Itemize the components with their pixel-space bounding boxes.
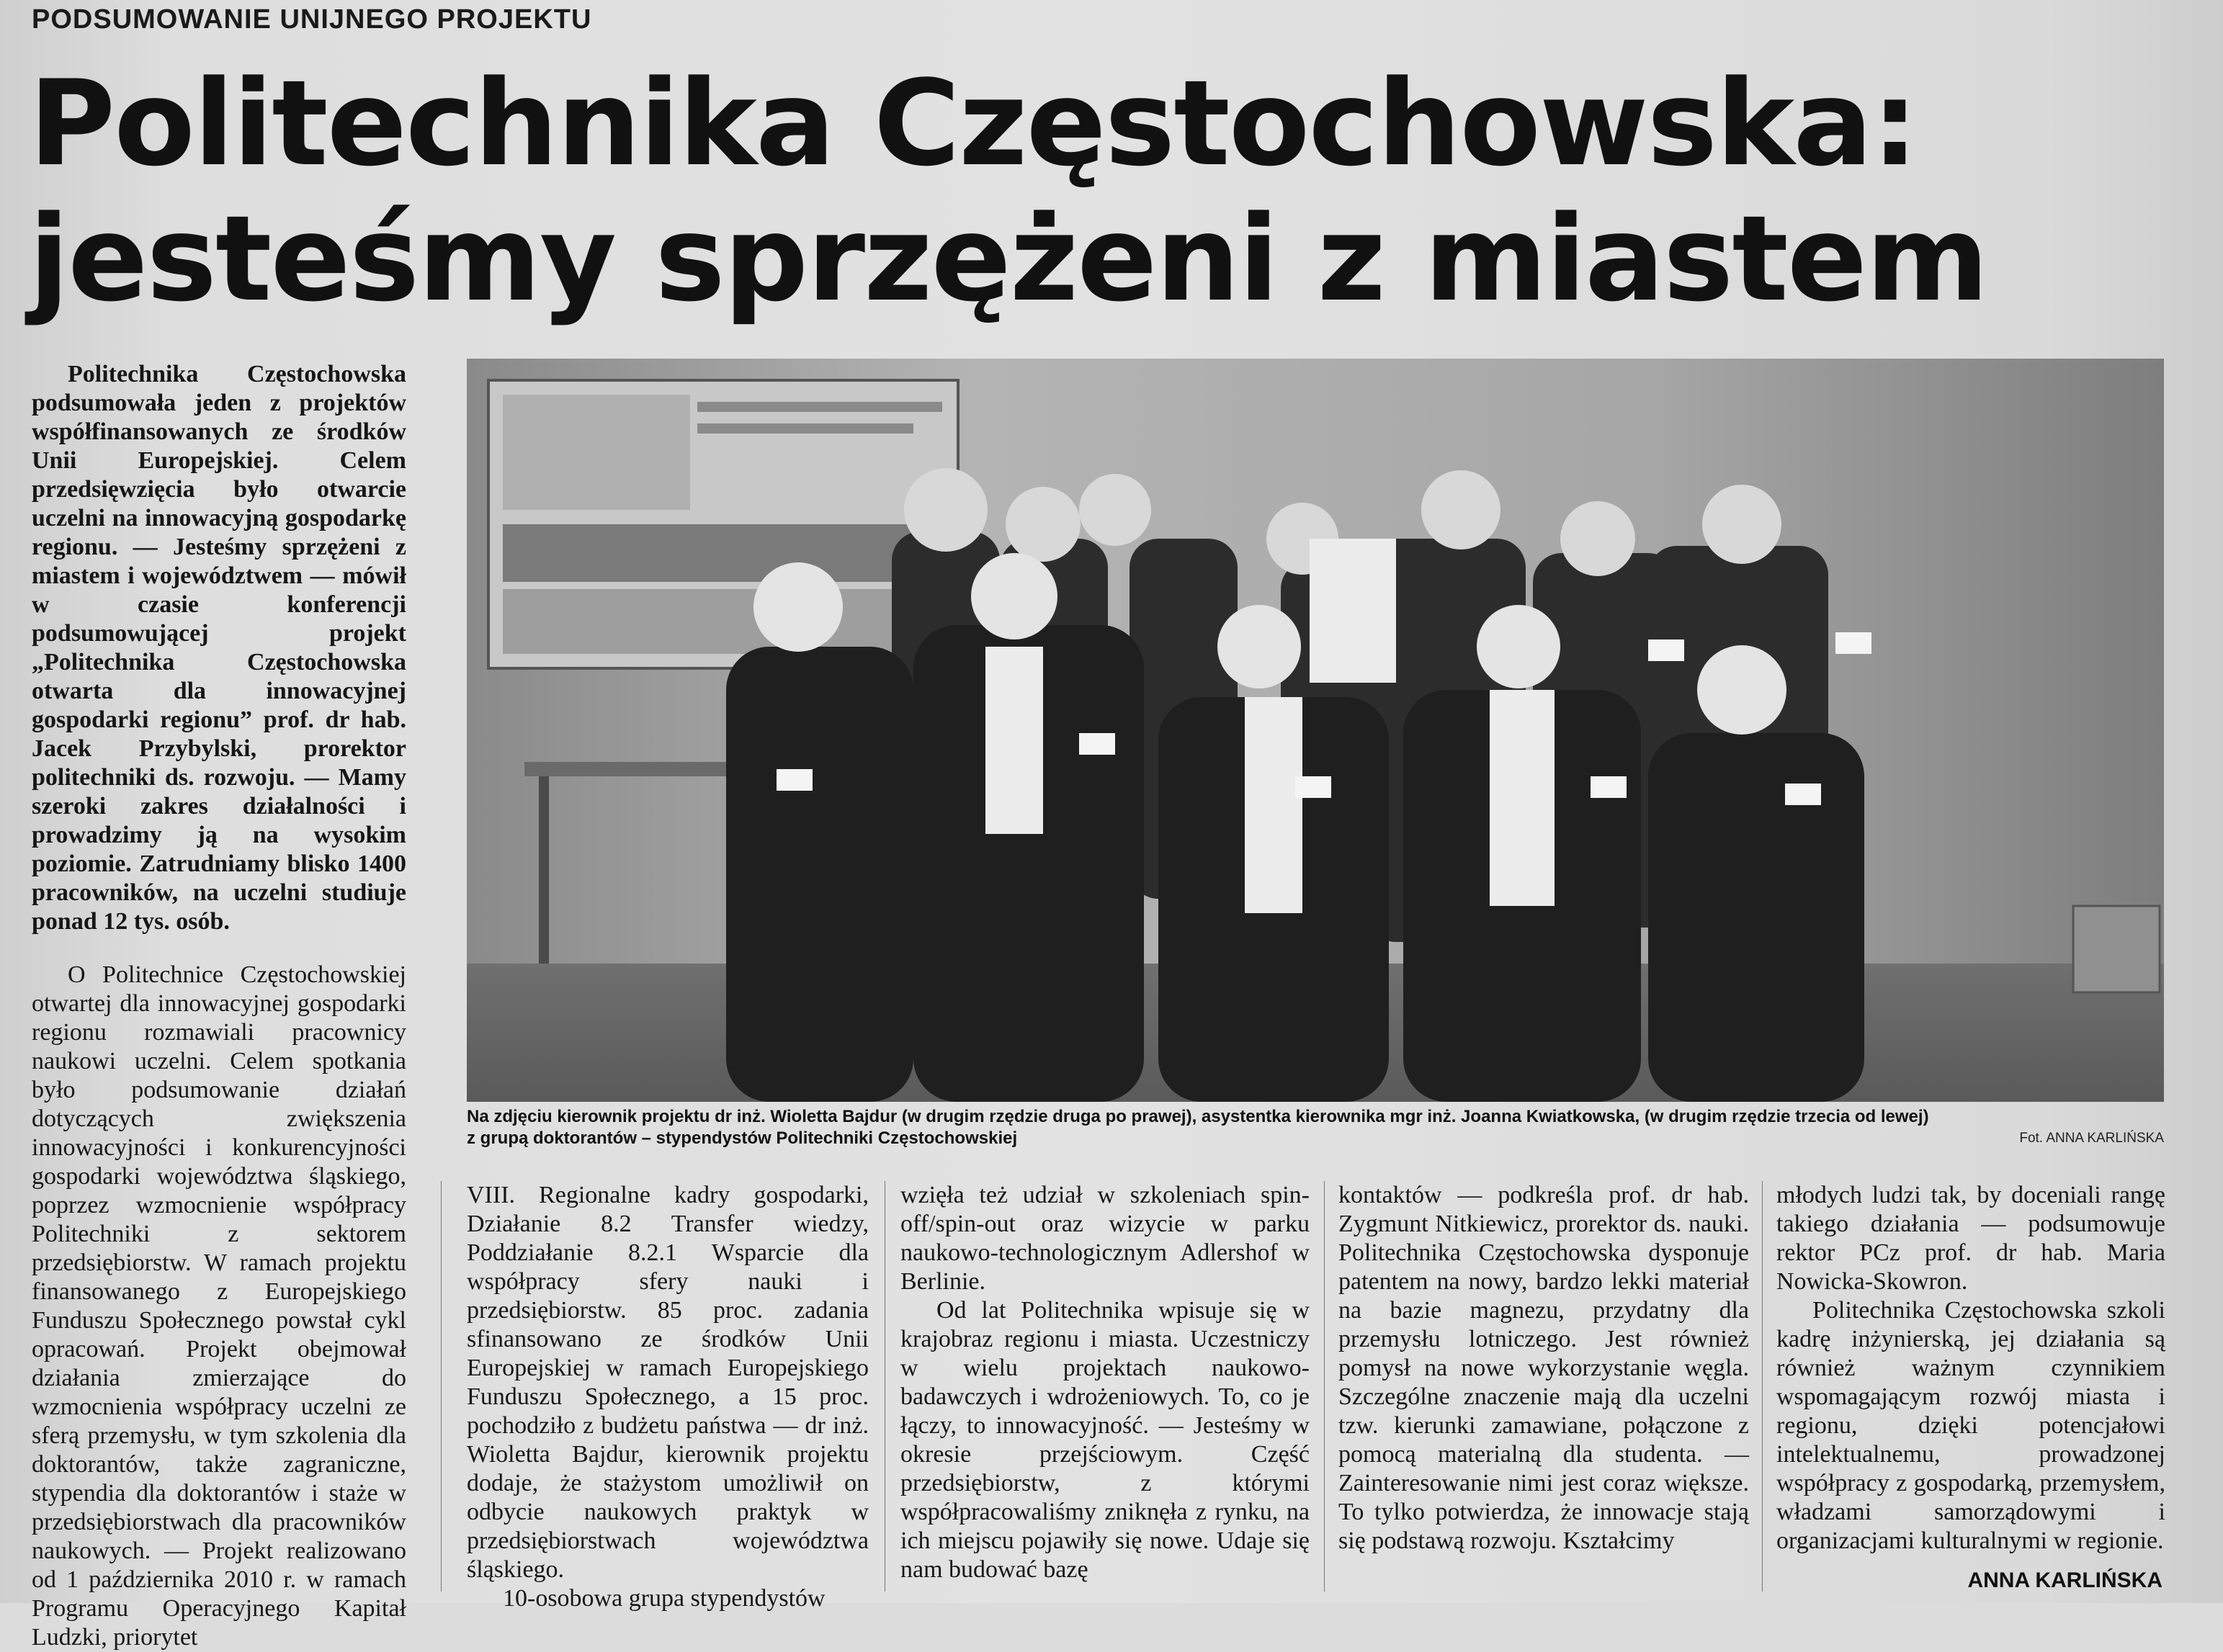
photo-caption-line-2: z grupą doktorantów – stypendystów Politechniki Częstochowskiej	[467, 1128, 1018, 1148]
headline-line-2: jesteśmy sprzężeni z miastem	[29, 190, 1987, 328]
headline-line-1: Politechnika Częstochowska:	[29, 55, 1918, 192]
column-rule	[1762, 1181, 1763, 1592]
photo-caption-line-1: Na zdjęciu kierownik projektu dr inż. Wioletta Bajdur (w drugim rzędzie druga po prawej), asystentka kierownika mgr inż. Joanna Kwiatkowska, (w drugim rzędzie trzecia od lewej)	[467, 1107, 1929, 1126]
column-rule	[441, 1181, 442, 1592]
column-3	[900, 1181, 1310, 1599]
column-1-body: O Politechnice Częstochowskiej otwartej dla innowacyjnej gospodarki regionu rozmawiali pracownicy naukowi uczelni. Celem spotkania było podsumowanie działań dotyczących zwiększenia innowacyjności i konkurencyjności gospodarki województwa śląskiego, poprzez wzmocnienie współpracy Politechniki z sektorem przedsiębiorstw. W ramach projektu finansowanego z Europejskiego Funduszu Społecznego powstał cykl opracowań. Projekt obejmował działania zmierzające do wzmocnienia współpracy uczelni ze sferą przemysłu, w tym szkolenia dla doktorantów, także zagraniczne, stypendia dla doktorantów i staże w przedsiębiorstwach dla pracowników naukowych. — Projekt realizowano od 1 października 2010 r. w ramach Programu Operacyjnego Kapitał Ludzki, priorytet	[32, 961, 406, 1651]
column-5	[1776, 1181, 2165, 1563]
article-author: ANNA KARLIŃSKA	[1967, 1568, 2162, 1592]
column-5-body: młodych ludzi tak, by doceniali rangę takiego działania — podsumowuje rektor PCz prof. dr hab. Maria Nowicka-Skowron.	[1776, 1182, 2165, 1295]
column-2-body-2: 10-osobowa grupa stypendystów	[503, 1585, 826, 1612]
column-5-body-2: Politechnika Częstochowska szkoli kadrę inżynierską, jej działania są również ważnym czynnikiem wspomagającym rozwój miasta i regionu, dzięki potencjałowi intelektualnemu, prowadzonej współpracy z gospodarką, przemysłem, władzami samorządowymi i organizacjami kulturalnymi w regionie.	[1776, 1297, 2165, 1554]
article-lead: Politechnika Częstochowska podsumowała jeden z projektów współfinansowanych ze środków Unii Europejskiej. Celem przedsięwzięcia było otwarcie uczelni na innowacyjną gospodarkę regionu. — Jesteśmy sprzężeni z miastem i województwem — mówił w czasie konferencji podsumowującej projekt „Politechnika Częstochowska otwarta dla innowacyjnej gospodarki regionu” prof. dr hab. Jacek Przybylski, prorektor politechniki ds. rozwoju. — Mamy szeroki zakres działalności i prowadzimy ją na wysokim poziomie. Zatrudniamy blisko 1400 pracowników, na uczelni studiuje ponad 12 tys. osób.	[32, 361, 406, 935]
article-headline	[29, 56, 2190, 327]
column-3-body: wzięła też udział w szkoleniach spin-off/spin-out oraz wizycie w parku naukowo-technologicznym Adlershof w Berlinie.	[900, 1182, 1310, 1295]
column-2-body: VIII. Regionalne kadry gospodarki, Działanie 8.2 Transfer wiedzy, Poddziałanie 8.2.1 Wsparcie dla współpracy sfery nauki i przedsiębiorstw. 85 proc. zadania sfinansowano ze środków Unii Europejskiej w ramach Europejskiego Funduszu Społecznego, a 15 proc. pochodziło z budżetu państwa — dr inż. Wioletta Bajdur, kierownik projektu dodaje, że stażystom umożliwił on odbycie naukowych praktyk w przedsiębiorstwach województwa śląskiego.	[467, 1182, 869, 1583]
column-4-body: kontaktów — podkreśla prof. dr hab. Zygmunt Nitkiewicz, prorektor ds. nauki. Politechnika Częstochowska dysponuje patentem na nowy, bardzo lekki materiał na bazie magnezu, przydatny dla przemysłu lotniczego. Jest również pomysł na nowe wykorzystanie węgla. Szczególne znaczenie mają dla uczelni tzw. kierunki zamawiane, połączone z pomocą materialną dla studenta. — Zainteresowanie nimi jest coraz większe. To tylko potwierdza, że innowacje stają się podstawą rozwoju. Kształcimy	[1338, 1182, 1749, 1554]
column-2	[467, 1181, 869, 1612]
group-photo	[467, 359, 2164, 1102]
column-4	[1338, 1181, 1749, 1599]
article-kicker: PODSUMOWANIE UNIJNEGO PROJEKTU	[32, 4, 592, 35]
photo-caption	[467, 1106, 2164, 1149]
column-3-body-2: Od lat Politechnika wpisuje się w krajobraz regionu i miasta. Uczestniczy w wielu projektach naukowo-badawczych i wdrożeniowych. To, co je łączy, to innowacyjność. — Jesteśmy w okresie przejściowym. Część przedsiębiorstw, z którymi współpracowaliśmy zniknęła z rynku, na ich miejscu pojawiły się nowe. Udaje się nam budować bazę	[900, 1297, 1310, 1583]
photo-credit: Fot. ANNA KARLIŃSKA	[2019, 1131, 2164, 1146]
column-1	[32, 360, 406, 1651]
column-rule	[1324, 1181, 1325, 1592]
